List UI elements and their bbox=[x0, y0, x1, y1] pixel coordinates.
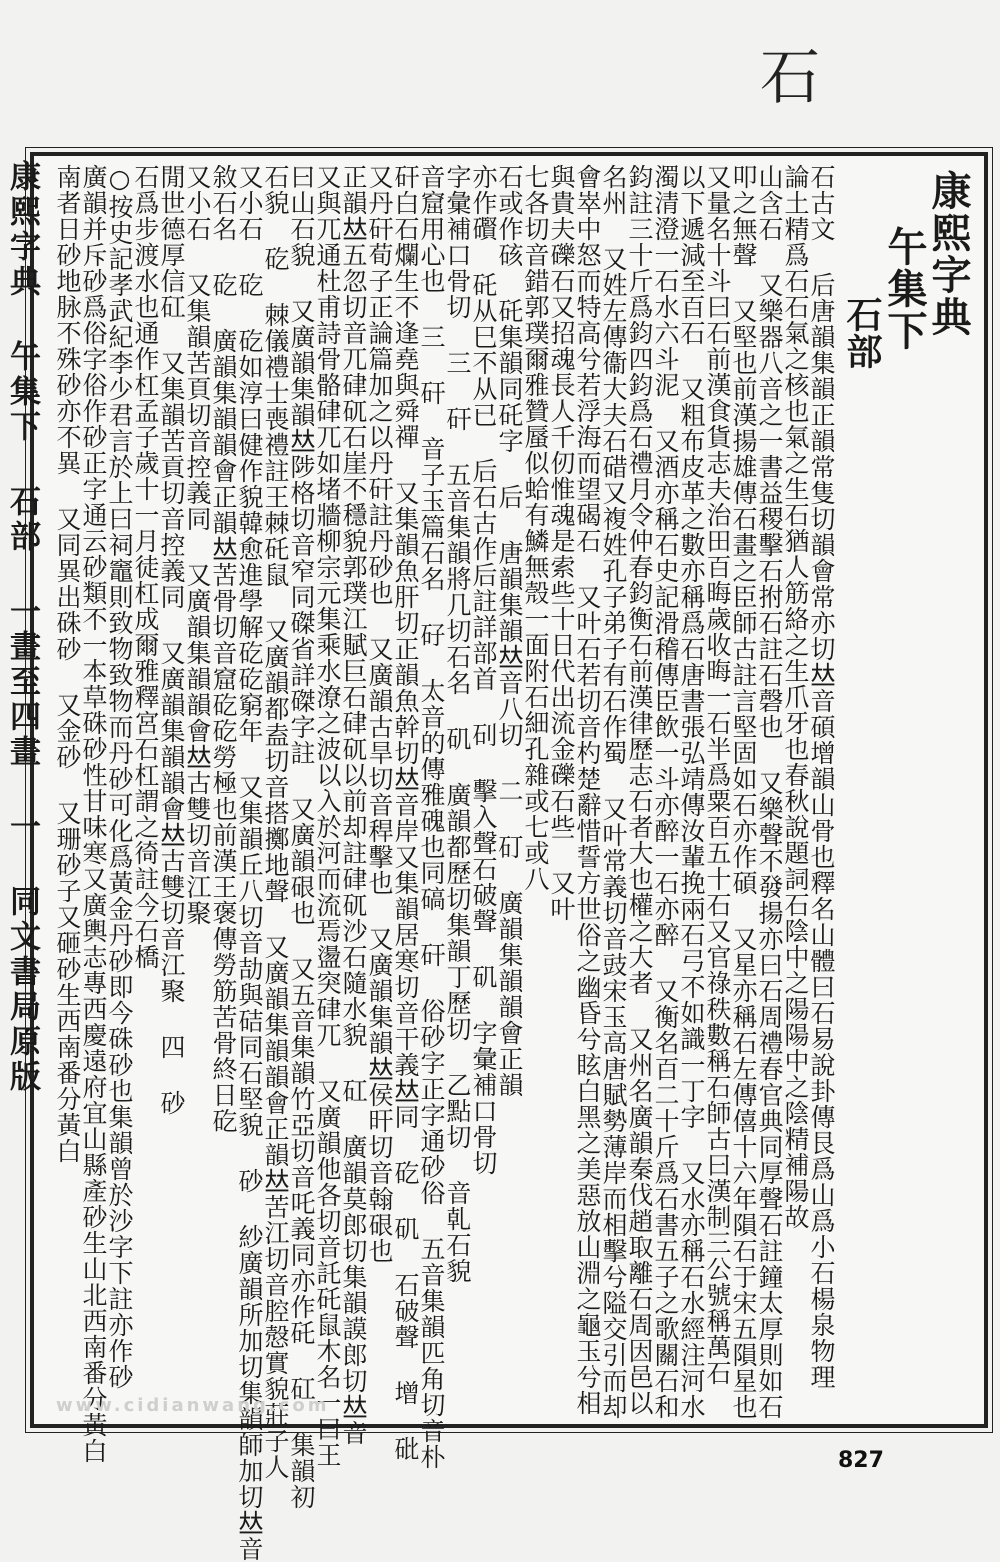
text-column: 敘石名 矻 廣韻集韻韻會正韻𠀤苦骨切音窟矻矻勞極也前漢王褒傳勞筋苦骨終日矻 bbox=[209, 164, 238, 1134]
text-column: 南者日砂地脉不殊砂亦不異 又同異出硃砂 又金砂 又珊砂子又砸砂生西南番分黃白 bbox=[53, 164, 82, 1164]
section-title: 石部 bbox=[841, 296, 883, 370]
text-column: ○按史記孝武紀李少君言於上曰祠竈則致物致物而丹砂可化爲黃金丹砂即今硃砂也集韻曾於沙字下註亦作砂 bbox=[105, 164, 134, 1390]
text-column: 名州 又姓左傳衞大夫石碏又複姓孔子弟子有石作蜀 又叶常義切音豉宋玉高唐賦勢薄岸而相擊兮隘交引而却 bbox=[599, 164, 628, 1420]
text-column: 論土精爲石石氣之核也氣之生石猶人筋絡之生爪牙也春秋說題詞石陰中之陽陽中之陰精補陽故 bbox=[781, 164, 810, 1230]
text-column: 山含石 又樂器八音之一書益稷擊石拊石註石磬也 又樂聲不發揚亦曰石周禮春官典同厚聲石註鐘太厚則如石 bbox=[755, 164, 784, 1420]
text-column: 石古文 后唐韻集韻正韻常隻切韻會常亦切𠀤音碩增韻山骨也釋名山體曰石易說卦傳艮爲山爲小石楊泉物理 bbox=[807, 164, 836, 1390]
text-column: 音窟用心也 三 矸 音子玉篇石名 矷 太音的傳雅磈也同碻 矸 俗砂字正字通砂俗 五音集韻匹角切音朴 bbox=[417, 164, 446, 1470]
text-column: 矸白石爛生不逢堯與舜禪 又集韻魚肝切正韻魚幹切𠀤音岸又集韻居寒切音干義𠀤同 矻 矶 石破聲 增 砒 bbox=[391, 164, 420, 1462]
volume-title: 午集下 bbox=[881, 226, 928, 352]
top-radical-heading: 石 bbox=[760, 43, 822, 113]
text-column: 七各切音錯郭璞爾雅贊蜃似蛤有鱗無殼一面附石細孔雜或七或八 bbox=[521, 164, 550, 892]
text-column: 石或作硋 矺集韻同矺字 后 唐韻集韻𠀤音八切 二 矴 廣韻集韻韻會正韻 bbox=[495, 164, 524, 1098]
text-column: 會崒中怒而特高兮若浮海而望碣石 又叶石若切音杓楚辭惜誓方世俗之幽昏兮眩白黑之美惡放山淵之龜玉兮相 bbox=[573, 164, 602, 1416]
text-column: 以下遞減至百石 又粗布皮革之數亦稱爲石唐書張弘靖傳汝輩挽兩石弓不如識一丁字 又水亦稱石水經注河水 bbox=[677, 164, 706, 1420]
text-column: 叩之無聲 又堅也前漢揚雄傳石畫之臣師古註言堅固如石亦作碩 又星亦稱石左傳僖十六年隕石于宋五隕星也 bbox=[729, 164, 758, 1420]
text-column: 廣韻并斥砂爲俗字俗作砂正字通云砂類不一本草硃砂性甘味寒又廣輿志專西慶遠府宜山縣產砂生山北西南番分黃白 bbox=[79, 164, 108, 1464]
text-column: 亦作礥 矺从巳不从已 后石古作后註詳部首 矵 擊入聲石破聲 矶 字彙補口骨切 bbox=[469, 164, 498, 1176]
text-column: 石貌 矻 棘儀禮士喪禮註王棘矺鼠 又廣韻都盍切音搭擲地聲 又廣韻集韻韻會正韻𠀤苦江切音腔慤實貌莊子人 bbox=[261, 164, 290, 1480]
text-column: 正韻𠀤五忽切音兀硉矹石崖不穩貌郭璞江賦巨石硉矹以前却註硉矹沙石隨水貌 矼 廣韻莫郎切集韻謨郎切𠀤音 bbox=[339, 164, 368, 1446]
text-column: 濁清澄一石水六斗泥 又酒亦稱石史記滑稽傳臣飲一斗亦醉一石亦醉 又衡名百二十斤爲石書五子之歌關石和 bbox=[651, 164, 680, 1420]
text-column: 又與兀通杜甫詩骨骼硉兀如堵牆柳宗元集乘水潦之波以入於河而流焉盪突硉兀 又廣韻他各切音託矺鼠木名一曰王 bbox=[313, 164, 342, 1468]
book-title: 康熙字典 bbox=[925, 170, 972, 338]
text-column: 石爲步渡水也通作杠孟子歲十一月徒杠成爾雅釋宮石杠謂之徛註今石橋 bbox=[131, 164, 160, 970]
margin-label: 康熙字典 午集下 石部 一畫至四畫 一 同文書局原版 bbox=[4, 160, 40, 1095]
text-column: 與貴夫礫石又招魂長人千仞惟魂是索些十日代出流金礫石些 又叶 bbox=[547, 164, 576, 922]
text-column: 曰山石貌 又廣韻集韻𠀤陟格切音窄同磔省詳磔字註 又廣韻硍也 又五音集韻竹亞切音吒義同亦作矺 矼 集韻初 bbox=[287, 164, 316, 1510]
watermark: www.cidianwang.com bbox=[56, 1395, 330, 1416]
text-column: 又小石 矻 矻如淳曰健作貌韓愈進學解矻矻窮年 又集韻丘八切音劼與硈同石堅貌 砂 紗廣韻所加切集韻師加切𠀤音 bbox=[235, 164, 264, 1562]
page-number: 827 bbox=[838, 1448, 884, 1473]
text-column: 又丹矸荀子正論篇加之以丹矸註丹砂也 又廣韻古旱切音稈擊也 又廣韻集韻𠀤侯旰切音翰硍也 bbox=[365, 164, 394, 1264]
text-column: 又量名十斗曰石前漢食貨志夫治田百晦歲收晦一石半爲粟百五十石又官祿秩數稱石師古曰漢制三公號稱萬石 bbox=[703, 164, 732, 1386]
text-column: 鈞註三十斤爲鈞四鈞爲石禮月令仲春鈞衡石前漢律歷志石者大也權之大者 又州名廣韻秦伐趙取離石周因邑以 bbox=[625, 164, 654, 1416]
text-column: 閒世德厚信矼 又集韻苦貢切音控義同 又廣韻集韻韻會𠀤古雙切音江聚 四 砂 bbox=[157, 164, 186, 1116]
text-column: 字彙補口骨切 三 矸 五音集韻將几切石名 矶 廣韻都歷切集韻丁歷切 乙點切 音乹石貌 bbox=[443, 164, 472, 1284]
text-column: 又小石 又集韻苦頁切音控義同 又廣韻集韻韻會𠀤古雙切音江聚 bbox=[183, 164, 212, 926]
